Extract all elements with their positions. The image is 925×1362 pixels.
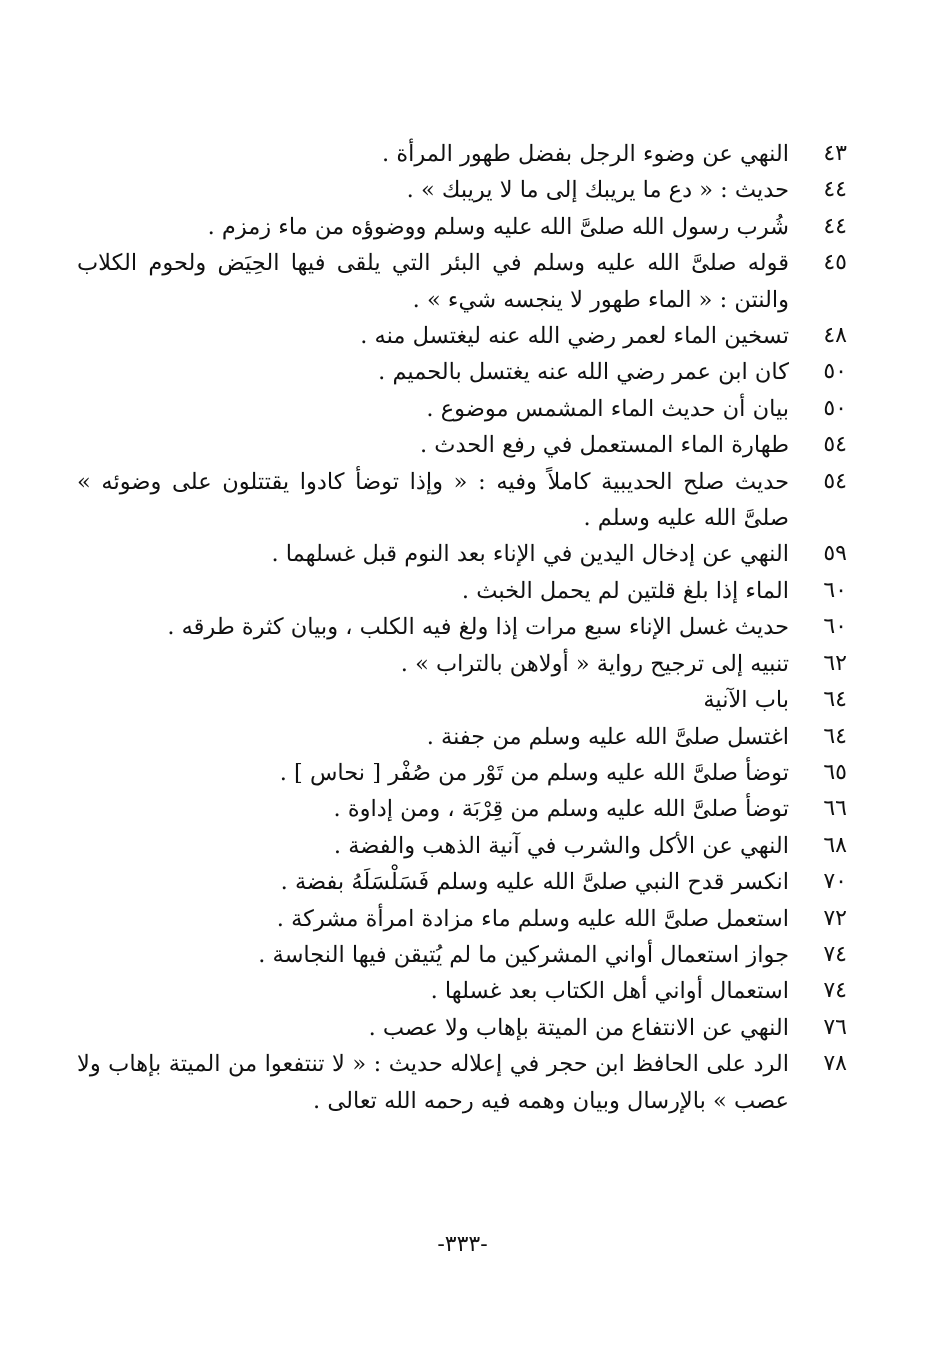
toc-entry (77, 464, 847, 537)
toc-entry (77, 209, 847, 245)
entry-title: الرد على الحافظ ابن حجر في إعلاله حديث : « لا تنتفعوا من الميتة بإهاب ولا عصب » بالإرسال وبيان وهمه فيه رحمه الله تعالى . (77, 1051, 789, 1114)
page-number: ٧٤ (823, 978, 847, 1004)
toc-entry (77, 536, 847, 572)
page-folio: -٣٣٣- (437, 1232, 488, 1257)
toc-entry (77, 609, 847, 645)
page-number: ٦٨ (823, 832, 847, 858)
entry-title: قوله صلىَّ الله عليه وسلم في البئر التي يلقى فيها الحِيَض ولحوم الكلاب والنتن : « الماء طهور لا ينجسه شيء » . (77, 250, 789, 313)
entry-title: توضأ صلىَّ الله عليه وسلم من تَوْر من صُفْر [ نحاس ] . (279, 759, 789, 786)
page-number: ٦٠ (823, 614, 847, 640)
toc-entry (77, 318, 847, 354)
entry-title: تنبيه إلى ترجيح رواية « أولاهن بالتراب » . (400, 650, 789, 677)
page-number: ٥٤ (823, 468, 847, 494)
toc-entry (77, 901, 847, 937)
page-number: ٧٨ (823, 1051, 847, 1077)
entry-title: جواز استعمال أواني المشركين ما لم يُتيقن فيها النجاسة . (258, 941, 789, 968)
toc-entry (77, 719, 847, 755)
entry-title: النهي عن الأكل والشرب في آنية الذهب والفضة . (333, 832, 789, 859)
page-number: ٦٦ (823, 796, 847, 822)
entry-title: كان ابن عمر رضي الله عنه يغتسل بالحميم . (378, 359, 789, 386)
entry-title: الماء إذا بلغ قلتين لم يحمل الخبث . (461, 577, 789, 604)
toc-entry (77, 427, 847, 463)
toc-entry (77, 136, 847, 172)
page-number: ٥٩ (823, 541, 847, 567)
entry-title: استعمال أواني أهل الكتاب بعد غسلها . (430, 978, 789, 1005)
toc-entry (77, 1010, 847, 1046)
entry-title: شُرب رسول الله صلىَّ الله عليه وسلم ووضوؤه من ماء زمزم . (207, 213, 789, 240)
page-number: ٧٢ (823, 905, 847, 931)
page-number: ٧٠ (823, 869, 847, 895)
toc-entry (77, 646, 847, 682)
page-number: ٦٥ (823, 759, 847, 785)
entry-title: اغتسل صلىَّ الله عليه وسلم من جفنة . (426, 723, 789, 750)
toc-entry (77, 391, 847, 427)
toc-entry (77, 1046, 847, 1119)
entry-title: استعمل صلىَّ الله عليه وسلم ماء مزادة امرأة مشركة . (276, 905, 789, 932)
page-number: ٥٤ (823, 432, 847, 458)
page-number: ٦٠ (823, 577, 847, 603)
entry-title: باب الآنية (703, 687, 789, 714)
toc-entry (77, 354, 847, 390)
toc-entry (77, 245, 847, 318)
table-of-contents (77, 136, 847, 1119)
page-number: ٦٢ (823, 650, 847, 676)
page-number: ٤٤ (823, 177, 847, 203)
page-number: ٤٨ (823, 323, 847, 349)
toc-entry (77, 791, 847, 827)
entry-title: حديث صلح الحديبية كاملاً وفيه : « وإذا توضأ كادوا يقتتلون على وضوئه » صلىَّ الله عليه وسلم . (77, 468, 789, 532)
entry-title: النهي عن وضوء الرجل بفضل طهور المرأة . (382, 141, 789, 167)
entry-title: حديث غسل الإناء سبع مرات إذا ولغ فيه الكلب ، وبيان كثرة طرقه . (167, 614, 789, 641)
page-number: ٤٤ (823, 213, 847, 239)
entry-title: بيان أن حديث الماء المشمس موضوع . (426, 395, 789, 422)
page-number: ٥٠ (823, 395, 847, 421)
toc-entry (77, 828, 847, 864)
entry-title: تسخين الماء لعمر رضي الله عنه ليغتسل منه . (360, 323, 789, 350)
toc-entry (77, 172, 847, 208)
page-number: ٦٤ (823, 687, 847, 713)
page-number: ٤٣ (823, 141, 847, 166)
toc-entry (77, 864, 847, 900)
page-number: ٦٤ (823, 723, 847, 749)
page-number: ٥٠ (823, 359, 847, 385)
page-number: ٧٦ (823, 1014, 847, 1040)
entry-title: توضأ صلىَّ الله عليه وسلم من قِرْبَة ، ومن إداوة . (333, 796, 789, 823)
toc-entry (77, 937, 847, 973)
page-number: ٧٤ (823, 941, 847, 967)
entry-title: النهي عن إدخال اليدين في الإناء بعد النوم قبل غسلهما . (271, 541, 789, 568)
toc-entry (77, 755, 847, 791)
toc-entry (77, 573, 847, 609)
entry-title: حديث : « دع ما يريبك إلى ما لا يريبك » . (406, 177, 789, 204)
entry-title: النهي عن الانتفاع من الميتة بإهاب ولا عصب . (368, 1014, 789, 1041)
entry-title: طهارة الماء المستعمل في رفع الحدث . (419, 432, 789, 459)
entry-title: انكسر قدح النبي صلىَّ الله عليه وسلم فَسَلْسَلَهُ بفضة . (280, 869, 789, 896)
toc-entry (77, 682, 847, 718)
page-number: ٤٥ (823, 250, 847, 276)
toc-entry (77, 973, 847, 1009)
